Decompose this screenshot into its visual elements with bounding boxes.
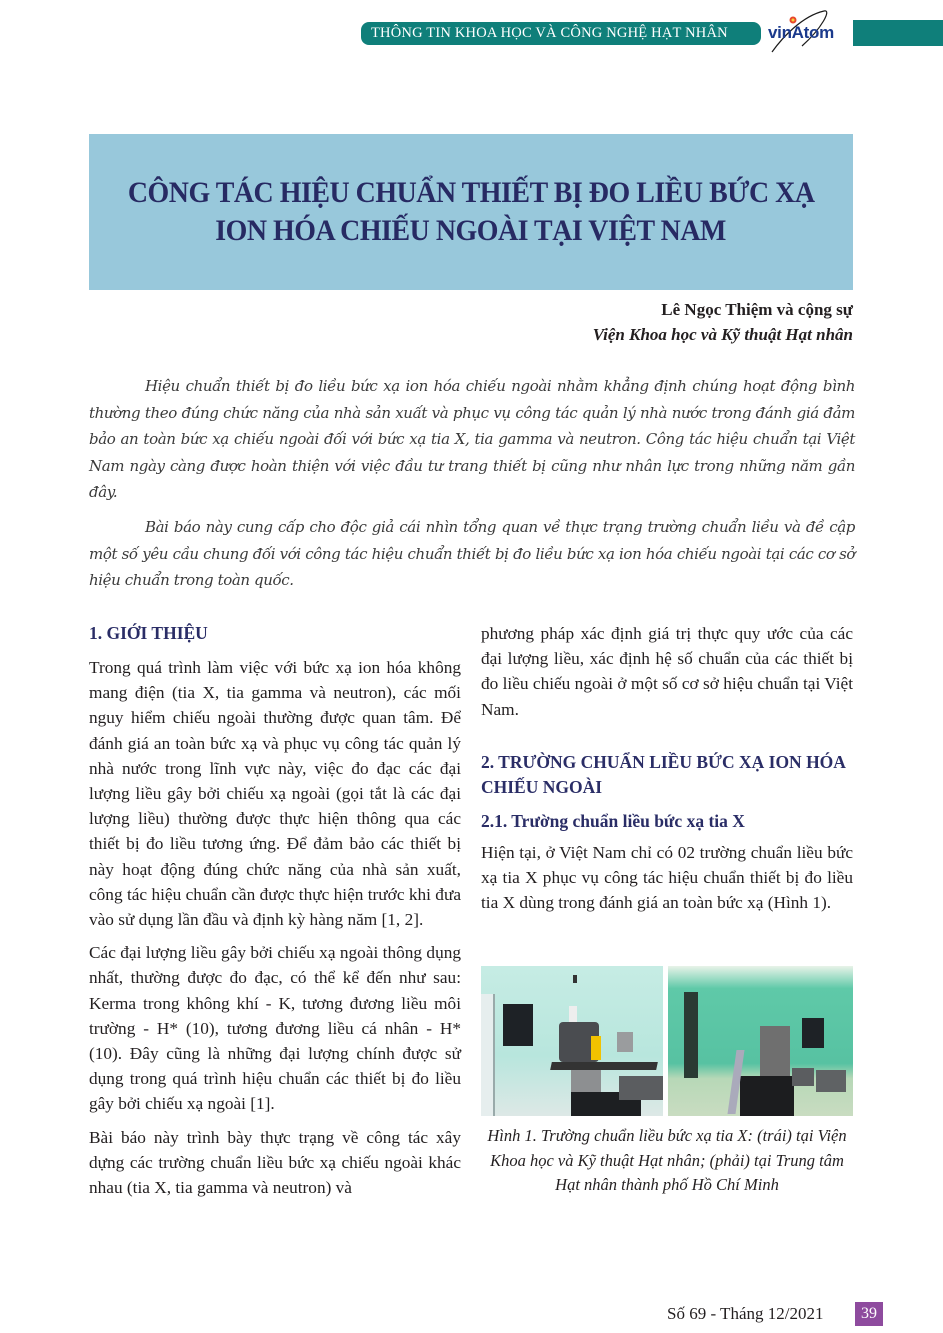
figure-1-caption: Hình 1. Trường chuẩn liều bức xạ tia X: (trái) tại Viện Khoa học và Kỹ thuật Hạt nhân; (phải) tại Trung tâm Hạt nhân thành phố Hồ Chí Minh xyxy=(487,1126,847,1194)
figure-photo-left xyxy=(481,966,663,1116)
issue-info: Số 69 - Tháng 12/2021 xyxy=(667,1304,824,1323)
section-2-1-heading: 2.1. Trường chuẩn liều bức xạ tia X xyxy=(481,810,745,831)
section-1-continuation: phương pháp xác định giá trị thực quy ước của các đại lượng liều, xác định hệ số chuẩn của các thiết bị đo liều chiếu ngoài ở một số cơ sở hiệu chuẩn tại Việt Nam. xyxy=(481,624,853,719)
abstract-paragraph-1 xyxy=(89,373,855,506)
page-number: 39 xyxy=(855,1302,883,1326)
section-1-heading: 1. GIỚI THIỆU xyxy=(89,623,208,643)
right-column xyxy=(481,621,853,923)
abstract-text-2: Bài báo này cung cấp cho độc giả cái nhìn tổng quan về thực trạng trường chuẩn liều và đề cập một số yêu cầu chung đối với công tác hiệu chuẩn thiết bị đo liều bức xạ ion hóa chiếu ngoài tại các cơ sở hiệu chuẩn trong toàn quốc. xyxy=(89,518,855,589)
section-2-1-paragraph: Hiện tại, ở Việt Nam chỉ có 02 trường chuẩn liều bức xạ tia X phục vụ công tác hiệu chuẩn thiết bị đo liều tia X dùng trong đánh giá an toàn bức xạ (Hình 1). xyxy=(481,842,853,913)
journal-header-title: THÔNG TIN KHOA HỌC VÀ CÔNG NGHỆ HẠT NHÂN xyxy=(361,22,761,45)
section-2-heading: 2. TRƯỜNG CHUẨN LIỀU BỨC XẠ ION HÓA CHIẾU NGOÀI xyxy=(481,751,845,797)
article-title-line-1: CÔNG TÁC HIỆU CHUẨN THIẾT BỊ ĐO LIỀU BỨC XẠ xyxy=(127,176,815,209)
left-column xyxy=(89,621,461,1208)
header-accent-block xyxy=(853,20,943,46)
abstract-paragraph-2 xyxy=(89,514,855,594)
section-1-paragraph-3: Bài báo này trình bày thực trạng về công tác xây dựng các trường chuẩn liều bức xạ chiếu ngoài khác nhau (tia X, tia gamma và neutron) và xyxy=(89,1127,461,1198)
abstract-text-1: Hiệu chuẩn thiết bị đo liều bức xạ ion hóa chiếu ngoài nhằm khẳng định chúng hoạt động bình thường theo đúng chức năng của nhà sản xuất và phục vụ công tác quản lý nhà nước trong đánh giá đảm bảo an toàn bức xạ chiếu ngoài đối với bức xạ tia X, tia gamma và neutron. Công tác hiệu chuẩn tại Việt Nam ngày càng được hoàn thiện với việc đầu tư trang thiết bị cũng như nhân lực trong những năm gần đây. xyxy=(89,377,855,501)
section-1-paragraph-1: Trong quá trình làm việc với bức xạ ion hóa không mang điện (tia X, tia gamma và neutron), các mối nguy hiểm chiếu ngoài thường được quan tâm. Để đánh giá an toàn bức xạ và phục vụ công tác quản lý nhà nước trong lĩnh vực này, việc đo đạc các đại lượng liều gây bởi chiếu xạ ngoài (gọi tắt là các đại lượng liều) thường được thực hiện thông qua các thiết bị đo liều tương ứng. Để đảm bảo các thiết bị này hoạt động đúng chức năng của nhà sản xuất, công tác hiệu chuẩn cần được thực hiện trước khi đưa vào sử dụng lần đầu và định kỳ hàng năm [1, 2]. xyxy=(89,658,461,930)
figure-1 xyxy=(481,966,853,1116)
article-title-box xyxy=(89,134,853,290)
section-1-paragraph-2: Các đại lượng liều gây bởi chiếu xạ ngoài thông dụng nhất, thường được đo đạc, có thể kể đến như sau: Kerma trong không khí - K, tương đương liều môi trường - H* (10), tương đương liều cá nhân - H* (10). Đây cũng là những đại lượng chính được sử dụng trong quá trình hiệu chuẩn các thiết bị đo liều gây bởi chiếu xạ ngoài [1]. xyxy=(89,943,461,1114)
vinatom-logo xyxy=(762,8,850,54)
figure-photo-right xyxy=(668,966,853,1116)
affiliation: Viện Khoa học và Kỹ thuật Hạt nhân xyxy=(592,325,853,344)
logo-text: vinAtom xyxy=(768,23,834,42)
article-title-line-2: ION HÓA CHIẾU NGOÀI TẠI VIỆT NAM xyxy=(215,214,727,247)
author: Lê Ngọc Thiệm và cộng sự xyxy=(661,300,853,319)
